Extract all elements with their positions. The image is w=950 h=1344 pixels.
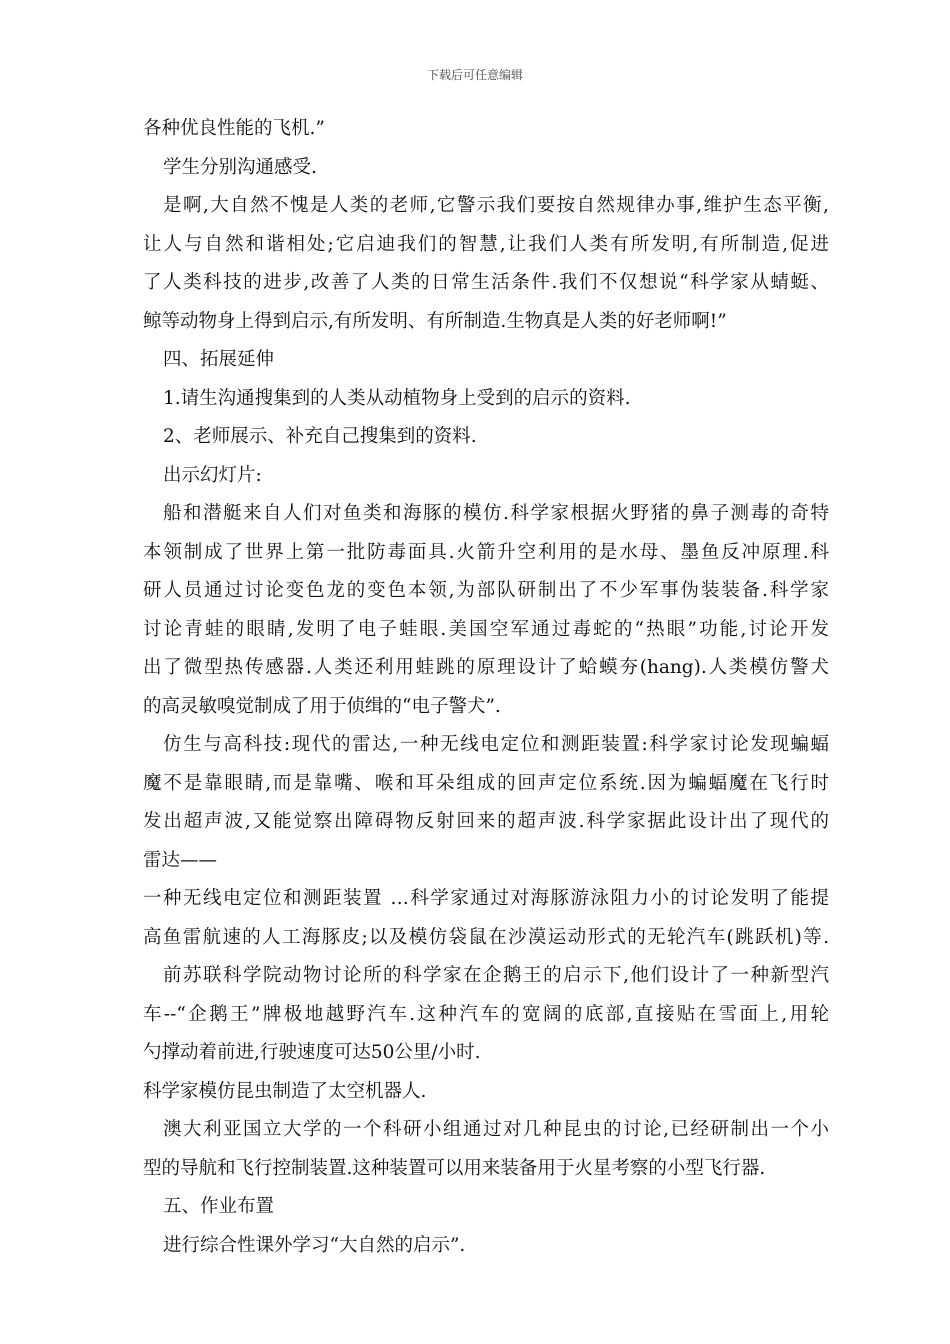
text-line: 五、作业布置 bbox=[163, 1196, 275, 1217]
text-line: 出示幻灯片: bbox=[163, 464, 262, 486]
text-line: 科学家模仿昆虫制造了太空机器人. bbox=[143, 1080, 427, 1102]
text-line: 本领制成了世界上第一批防毒面具.火箭升空利用的是水母、墨鱼反冲原理.科 bbox=[143, 541, 829, 563]
text-line: 学生分别沟通感受. bbox=[163, 156, 317, 178]
text-line: 1.请生沟通搜集到的人类从动植物身上受到的启示的资料. bbox=[163, 387, 631, 409]
text-line: 四、拓展延伸 bbox=[163, 349, 275, 370]
text-line: 讨论青蛙的眼睛,发明了电子蛙眼.美国空军通过毒蛇的“热眼”功能,讨论开发 bbox=[143, 618, 829, 640]
text-line: 出了微型热传感器.人类还利用蛙跳的原理设计了蛤蟆夯(hang).人类模仿警犬 bbox=[143, 657, 829, 678]
text-line: 车--“企鹅王”牌极地越野汽车.这种汽车的宽阔的底部,直接贴在雪面上,用轮 bbox=[143, 1003, 829, 1025]
text-line: 仿生与高科技:现代的雷达,一种无线电定位和测距装置:科学家讨论发现蝙蝠 bbox=[163, 734, 829, 755]
text-line: 是啊,大自然不愧是人类的老师,它警示我们要按自然规律办事,维护生态平衡, bbox=[163, 195, 829, 216]
text-line: 2、老师展示、补充自己搜集到的资料. bbox=[163, 426, 477, 447]
document-body bbox=[143, 110, 829, 1265]
text-line: 了人类科技的进步,改善了人类的日常生活条件.我们不仅想说“科学家从蜻蜓、 bbox=[143, 272, 829, 293]
text-line: 雷达—— bbox=[143, 849, 218, 871]
text-line: 发出超声波,又能觉察出障碍物反射回来的超声波.科学家据此设计出了现代的 bbox=[143, 811, 829, 832]
text-line: 魔不是靠眼睛,而是靠嘴、喉和耳朵组成的回声定位系统.因为蝙蝠魔在飞行时 bbox=[143, 772, 829, 794]
text-line: 鲸等动物身上得到启示,有所发明、有所制造.生物真是人类的好老师啊!” bbox=[143, 310, 727, 332]
text-line: 的高灵敏嗅觉制成了用于侦缉的“电子警犬”. bbox=[143, 695, 501, 717]
text-line: 研人员通过讨论变色龙的变色本领,为部队研制出了不少军事伪装装备.科学家 bbox=[143, 580, 829, 601]
text-line: 一种无线电定位和测距装置 …科学家通过对海豚游泳阻力小的讨论发明了能提 bbox=[143, 888, 829, 909]
text-line: 勺撑动着前进,行驶速度可达50公里/小时. bbox=[143, 1042, 481, 1063]
page-header: 下载后可任意编辑 bbox=[426, 68, 523, 82]
text-line: 让人与自然和谐相处;它启迪我们的智慧,让我们人类有所发明,有所制造,促进 bbox=[143, 233, 829, 255]
text-line: 澳大利亚国立大学的一个科研小组通过对几种昆虫的讨论,已经研制出一个小 bbox=[163, 1119, 829, 1140]
text-line: 进行综合性课外学习“大自然的启示”. bbox=[163, 1234, 466, 1256]
text-line: 前苏联科学院动物讨论所的科学家在企鹅王的启示下,他们设计了一种新型汽 bbox=[163, 965, 829, 986]
text-line: 型的导航和飞行控制装置.这种装置可以用来装备用于火星考察的小型飞行器. bbox=[143, 1157, 766, 1179]
text-line: 各种优良性能的飞机.” bbox=[143, 118, 325, 139]
text-line: 高鱼雷航速的人工海豚皮;以及模仿袋鼠在沙漠运动形式的无轮汽车(跳跃机)等. bbox=[143, 926, 829, 948]
text-line: 船和潜艇来自人们对鱼类和海豚的模仿.科学家根据火野猪的鼻子测毒的奇特 bbox=[163, 503, 829, 524]
